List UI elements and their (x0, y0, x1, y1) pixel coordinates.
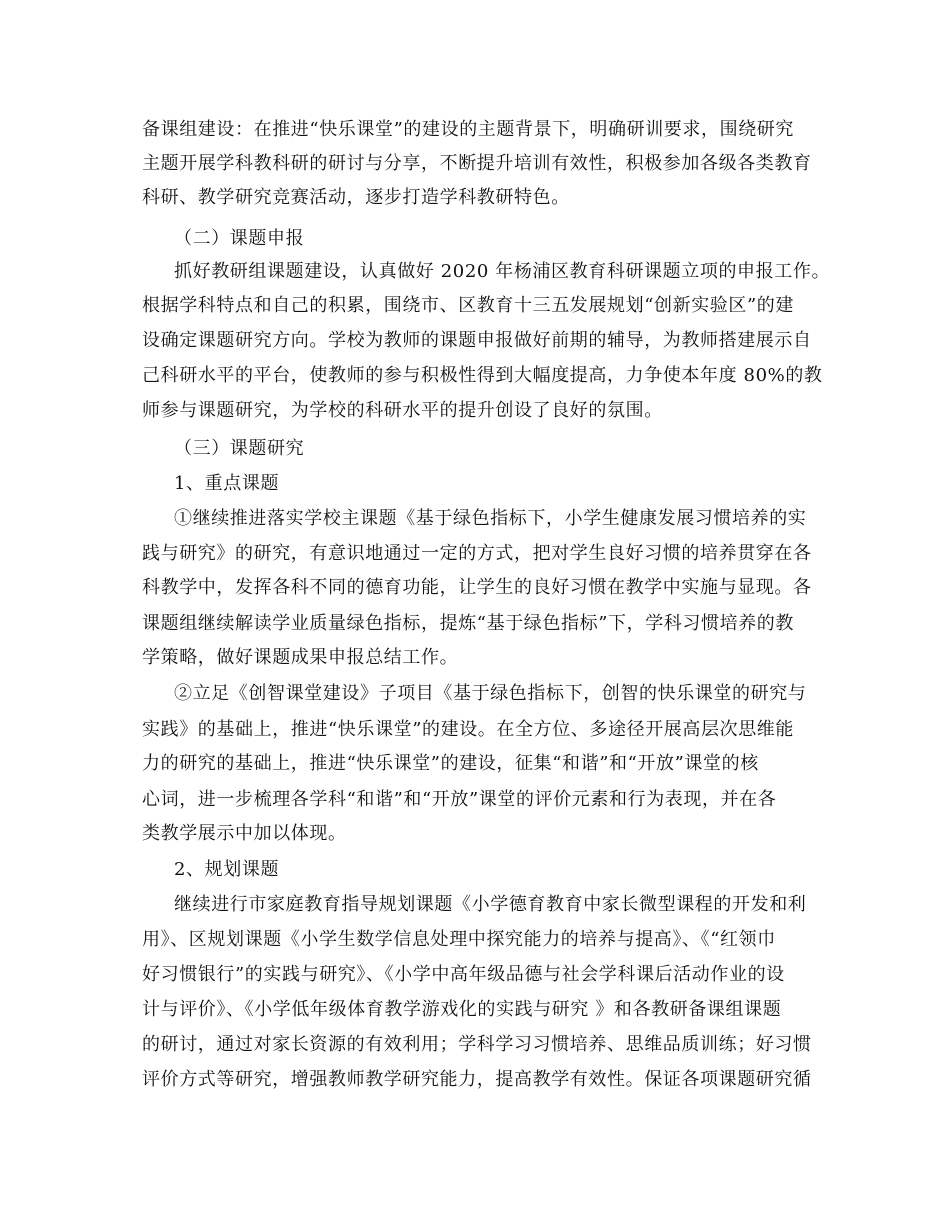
subsection-heading: 1、重点课题 (174, 473, 280, 494)
paragraph-line: 己科研水平的平台，使教师的参与积极性得到大幅度提高，力争使本年度 80%的教 (142, 365, 823, 386)
paragraph-line: 类教学展示中加以体现。 (142, 823, 347, 844)
paragraph-line: 学策略，做好课题成果申报总结工作。 (142, 647, 459, 668)
paragraph-line: 备课组建设：在推进“快乐课堂”的建设的主题背景下，明确研训要求，围绕研究 (142, 119, 795, 140)
paragraph-line: 根据学科特点和自己的积累，围绕市、区教育十三五发展规划“创新实验区”的建 (142, 295, 795, 316)
paragraph-line: ②立足《创智课堂建设》子项目《基于绿色指标下，创智的快乐课堂的研究与 (174, 683, 807, 704)
paragraph-line: 继续进行市家庭教育指导规划课题《小学德育教育中家长微型课程的开发和利 (174, 894, 807, 915)
paragraph-line: 的研讨，通过对家长资源的有效利用；学科学习习惯培养、思维品质训练；好习惯 (142, 1034, 812, 1055)
paragraph-line: 用》、区规划课题《小学生数学信息处理中探究能力的培养与提高》、《“红领巾 (142, 929, 776, 950)
paragraph-line: 抓好教研组课题建设，认真做好 2020 年杨浦区教育科研课题立项的申报工作。 (174, 261, 831, 282)
paragraph-line: 力的研究的基础上，推进“快乐课堂”的建设，征集“和谐”和“开放”课堂的核 (142, 753, 759, 774)
paragraph-line: 主题开展学科教科研的研讨与分享，不断提升培训有效性，积极参加各级各类教育 (142, 153, 812, 174)
paragraph-line: 实践》的基础上，推进“快乐课堂”的建设。在全方位、多途径开展高层次思维能 (142, 719, 795, 740)
paragraph-line: 科教学中，发挥各科不同的德育功能，让学生的良好习惯在教学中实施与显现。各 (142, 577, 812, 598)
section-heading: （二）课题申报 (174, 228, 305, 249)
paragraph-line: 践与研究》的研究，有意识地通过一定的方式，把对学生良好习惯的培养贯穿在各 (142, 543, 812, 564)
paragraph-line: 心词，进一步梳理各学科“和谐”和“开放”课堂的评价元素和行为表现，并在各 (142, 789, 777, 810)
paragraph-line: 计与评价》、《小学低年级体育教学游戏化的实践与研究 》和各教研备课组课题 (142, 999, 782, 1020)
paragraph-line: 好习惯银行”的实践与研究》、《小学中高年级品德与社会学科课后活动作业的设 (142, 964, 785, 985)
paragraph-line: 课题组继续解读学业质量绿色指标，提炼“基于绿色指标”下，学科习惯培养的教 (142, 613, 795, 634)
section-heading: （三）课题研究 (174, 438, 305, 459)
paragraph-line: 设确定课题研究方向。学校为教师的课题申报做好前期的辅导，为教师搭建展示自 (142, 330, 812, 351)
paragraph-line: 评价方式等研究，增强教师教学研究能力，提高教学有效性。保证各项课题研究循 (142, 1069, 812, 1090)
paragraph-line: 科研、教学研究竞赛活动，逐步打造学科教研特色。 (142, 187, 570, 208)
paragraph-line: 师参与课题研究，为学校的科研水平的提升创设了良好的氛围。 (142, 400, 663, 421)
subsection-heading: 2、规划课题 (174, 859, 280, 880)
paragraph-line: ①继续推进落实学校主课题《基于绿色指标下，小学生健康发展习惯培养的实 (174, 508, 807, 529)
